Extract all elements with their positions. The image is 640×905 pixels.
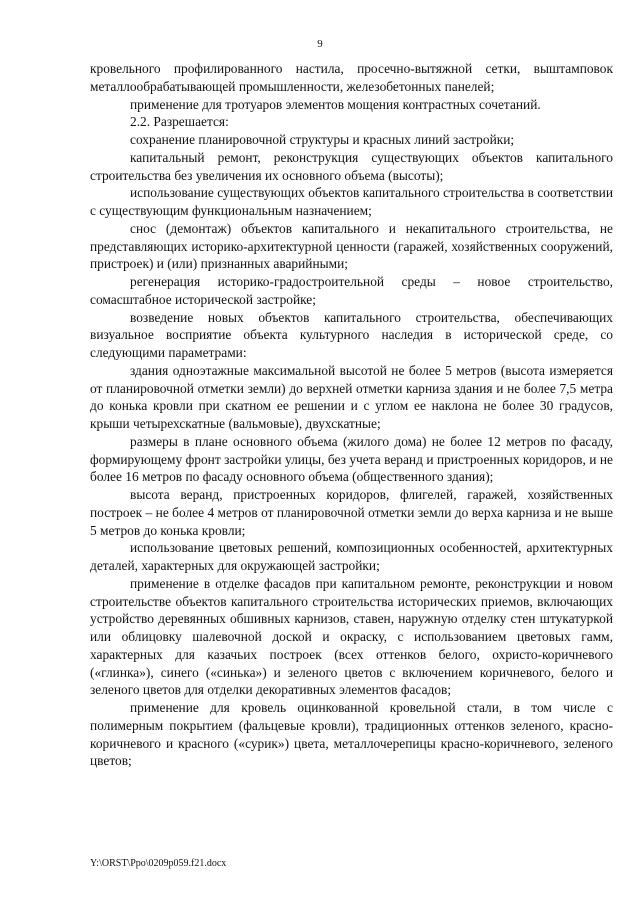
paragraph: снос (демонтаж) объектов капитального и некапитального строительства, не представляющих историко-архитектурной ценности (гаражей, хозяйственных сооружений, пристроек) и (или) признанных аварийными; [90,220,613,272]
paragraph: применение для тротуаров элементов мощения контрастных сочетаний. [130,96,541,112]
footer-file-path: Y:\ORST\Ppo\0209p059.f21.docx [90,858,227,869]
paragraph: капитальный ремонт, реконструкция существующих объектов капитального строительства без увеличения их основного объема (высоты); [90,149,613,183]
paragraph: высота веранд, пристроенных коридоров, флигелей, гаражей, хозяйственных построек – не более 4 метров от планировочной отметки земли до верха карниза и не выше 5 метров до конька кровли; [90,487,613,538]
paragraph: регенерация историко-градостроительной среды – новое строительство, сомасштабное исторической застройке; [90,274,613,307]
paragraph: применение в отделке фасадов при капитальном ремонте, реконструкции и новом строительстве объектов капитального строительства исторических приемов, включающих устройство деревянных обшивных карнизов, ставен, наружную отделку стен штукатуркой или облицовку шалевочной доской и окраску, с использованием цветовых гамм, характерных для казачьих построек (всех оттенков белого, охристо-коричневого («глинка»), синего («синька») и зеленого цветов с включением коричневого, белого и зеленого цветов для отделки декоративных элементов фасадов; [90,575,613,698]
paragraph: возведение новых объектов капитального строительства, обеспечивающих визуальное восприятие объекта культурного наследия в исторической среде, со следующими параметрами: [90,309,613,360]
paragraph: размеры в плане основного объема (жилого дома) не более 12 метров по фасаду, формирующему фронт застройки улицы, без учета веранд и пристроенных коридоров, и не более 16 метров по фасаду основного объема (общественного здания); [90,433,613,485]
paragraph: сохранение планировочной структуры и красных линий застройки; [130,132,515,147]
paragraph: применение для кровель оцинкованной кровельной стали, в том числе с полимерным покрытием (фальцевые кровли), традиционных оттенков зеленого, красно-коричневого и красного («сурик») цвета, металлочерепицы красно-коричневого, зеленого цветов; [90,700,613,769]
paragraph: кровельного профилированного настила, просечно-вытяжной сетки, выштамповок металлообрабатывающей промышленности, железобетонных панелей; [90,61,613,94]
paragraph: использование существующих объектов капитального строительства в соответствии с существующим функциональным назначением; [90,185,613,218]
paragraph: здания одноэтажные максимальной высотой не более 5 метров (высота измеряется от планировочной отметки земли) до верхней отметки карниза здания и не более 7,5 метра до конька кровли при скатном ее решении и с углом ее наклона не более 30 градусов, крыши четырехскатные (вальмовые), двухскатные; [90,362,613,431]
document-body [90,60,613,770]
paragraph: использование цветовых решений, композиционных особенностей, архитектурных деталей, характерных для окружающей застройки; [90,540,613,573]
page-number: 9 [317,38,323,50]
section-heading: 2.2. Разрешается: [130,114,229,130]
